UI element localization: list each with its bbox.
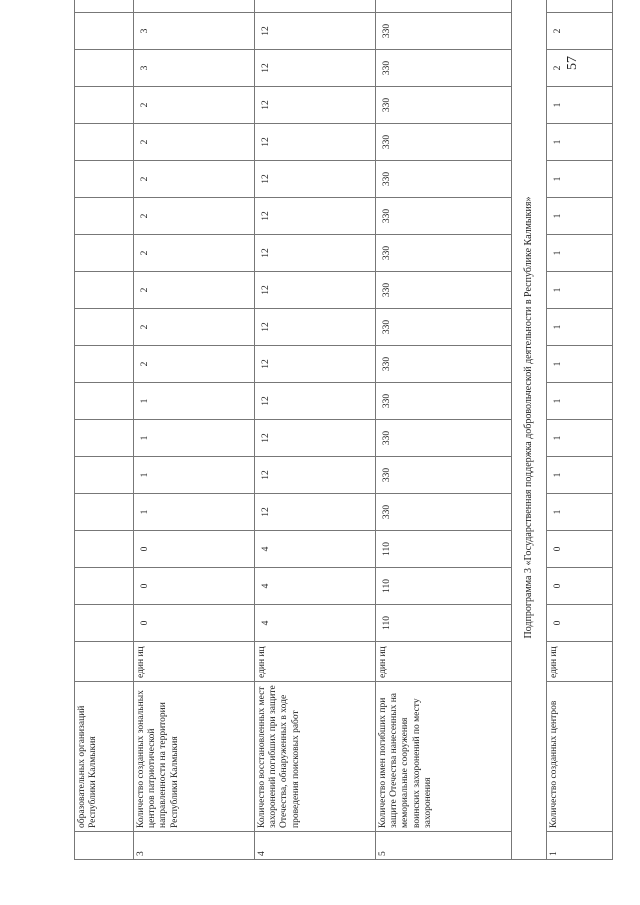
value-cell: 330 — [376, 235, 512, 272]
value-cell: 330 — [376, 272, 512, 309]
value-cell: 4 — [255, 531, 376, 568]
value-cell — [75, 235, 134, 272]
value-cell: 0 — [134, 568, 255, 605]
value-cell: 12 — [255, 50, 376, 87]
value-cell: 110 — [376, 568, 512, 605]
value-cell: 1 — [547, 420, 613, 457]
value-cell — [547, 0, 613, 13]
value-cell: 330 — [376, 383, 512, 420]
value-cell: 1 — [547, 383, 613, 420]
value-cell: 330 — [376, 346, 512, 383]
value-cell: 0 — [134, 605, 255, 642]
indicator-name: Количество имен погибших при защите Отечества нанесенных на мемориальные сооружения воинских захоронений по месту захоронения — [376, 682, 512, 832]
value-cell: 330 — [376, 420, 512, 457]
value-cell: 330 — [376, 457, 512, 494]
indicator-name: образовательных организаций Республики Калмыкия — [75, 682, 134, 832]
value-cell: 2 — [134, 235, 255, 272]
value-cell: 1 — [134, 494, 255, 531]
value-cell: 1 — [547, 272, 613, 309]
value-cell: 110 — [376, 605, 512, 642]
table-row — [547, 0, 613, 860]
value-cell — [75, 531, 134, 568]
value-cell: 2 — [547, 50, 613, 87]
value-cell: 12 — [255, 309, 376, 346]
value-cell: 1 — [134, 420, 255, 457]
value-cell: 110 — [376, 531, 512, 568]
unit-cell: един иц — [255, 642, 376, 682]
value-cell: 12 — [255, 87, 376, 124]
row-number: 1 — [547, 832, 613, 860]
value-cell — [75, 494, 134, 531]
value-cell — [75, 457, 134, 494]
value-cell: 12 — [255, 13, 376, 50]
table-row — [75, 0, 134, 860]
value-cell: 2 — [547, 13, 613, 50]
value-cell: 12 — [255, 198, 376, 235]
value-cell — [75, 568, 134, 605]
subprogram-title: Подпрограмма 3 «Государственная поддержка добровольческой деятельности в Республике Калмыкия» — [512, 0, 547, 860]
value-cell: 2 — [134, 346, 255, 383]
value-cell: 4 — [255, 605, 376, 642]
page-number: 57 — [565, 56, 580, 70]
value-cell: 1 — [134, 457, 255, 494]
value-cell — [75, 13, 134, 50]
table-row — [134, 0, 255, 860]
value-cell — [75, 87, 134, 124]
value-cell: 1 — [547, 457, 613, 494]
table-row — [255, 0, 376, 860]
value-cell: 12 — [255, 161, 376, 198]
value-cell: 12 — [255, 494, 376, 531]
row-number: 5 — [376, 832, 512, 860]
table-row — [376, 0, 512, 860]
value-cell — [376, 0, 512, 13]
value-cell: 12 — [255, 346, 376, 383]
value-cell: 330 — [376, 309, 512, 346]
indicator-name: Количество созданных центров — [547, 682, 613, 832]
value-cell: 1 — [547, 87, 613, 124]
value-cell: 330 — [376, 494, 512, 531]
value-cell — [75, 272, 134, 309]
value-cell — [75, 124, 134, 161]
value-cell: 1 — [547, 161, 613, 198]
value-cell: 12 — [255, 272, 376, 309]
row-number: 3 — [134, 832, 255, 860]
unit-cell: един иц — [376, 642, 512, 682]
value-cell: 12 — [255, 235, 376, 272]
value-cell — [75, 420, 134, 457]
value-cell: 1 — [547, 235, 613, 272]
value-cell — [75, 50, 134, 87]
value-cell: 2 — [134, 272, 255, 309]
value-cell: 3 — [134, 50, 255, 87]
indicators-table-rotated — [74, 23, 569, 860]
unit-cell: един иц — [134, 642, 255, 682]
value-cell — [134, 0, 255, 13]
value-cell: 330 — [376, 124, 512, 161]
value-cell: 12 — [255, 457, 376, 494]
indicator-name: Количество созданных зональных центров патриотической направленности на территории Республики Калмыкия — [134, 682, 255, 832]
unit-cell: един иц — [547, 642, 613, 682]
unit-cell — [75, 642, 134, 682]
value-cell: 330 — [376, 87, 512, 124]
row-number — [75, 832, 134, 860]
value-cell: 12 — [255, 383, 376, 420]
value-cell: 2 — [134, 87, 255, 124]
value-cell: 330 — [376, 13, 512, 50]
value-cell: 12 — [255, 420, 376, 457]
value-cell — [75, 346, 134, 383]
value-cell: 2 — [134, 198, 255, 235]
value-cell — [75, 198, 134, 235]
value-cell: 1 — [547, 124, 613, 161]
row-number: 4 — [255, 832, 376, 860]
value-cell: 1 — [547, 494, 613, 531]
value-cell: 2 — [134, 124, 255, 161]
value-cell: 330 — [376, 198, 512, 235]
value-cell: 0 — [547, 605, 613, 642]
value-cell: 0 — [134, 531, 255, 568]
value-cell — [75, 0, 134, 13]
subprogram-row — [512, 0, 547, 860]
value-cell: 3 — [134, 13, 255, 50]
value-cell — [255, 0, 376, 13]
value-cell: 12 — [255, 124, 376, 161]
value-cell: 1 — [134, 383, 255, 420]
value-cell: 2 — [134, 161, 255, 198]
value-cell — [75, 605, 134, 642]
indicators-table — [74, 0, 613, 860]
value-cell: 0 — [547, 531, 613, 568]
value-cell: 330 — [376, 161, 512, 198]
value-cell: 1 — [547, 346, 613, 383]
value-cell — [75, 161, 134, 198]
value-cell: 0 — [547, 568, 613, 605]
value-cell: 2 — [134, 309, 255, 346]
value-cell — [75, 309, 134, 346]
value-cell: 1 — [547, 198, 613, 235]
indicator-name: Количество восстановленных мест захоронений погибших при защите Отечества, обнаруженных в ходе проведения поисковых работ — [255, 682, 376, 832]
value-cell: 4 — [255, 568, 376, 605]
value-cell: 1 — [547, 309, 613, 346]
value-cell: 330 — [376, 50, 512, 87]
value-cell — [75, 383, 134, 420]
